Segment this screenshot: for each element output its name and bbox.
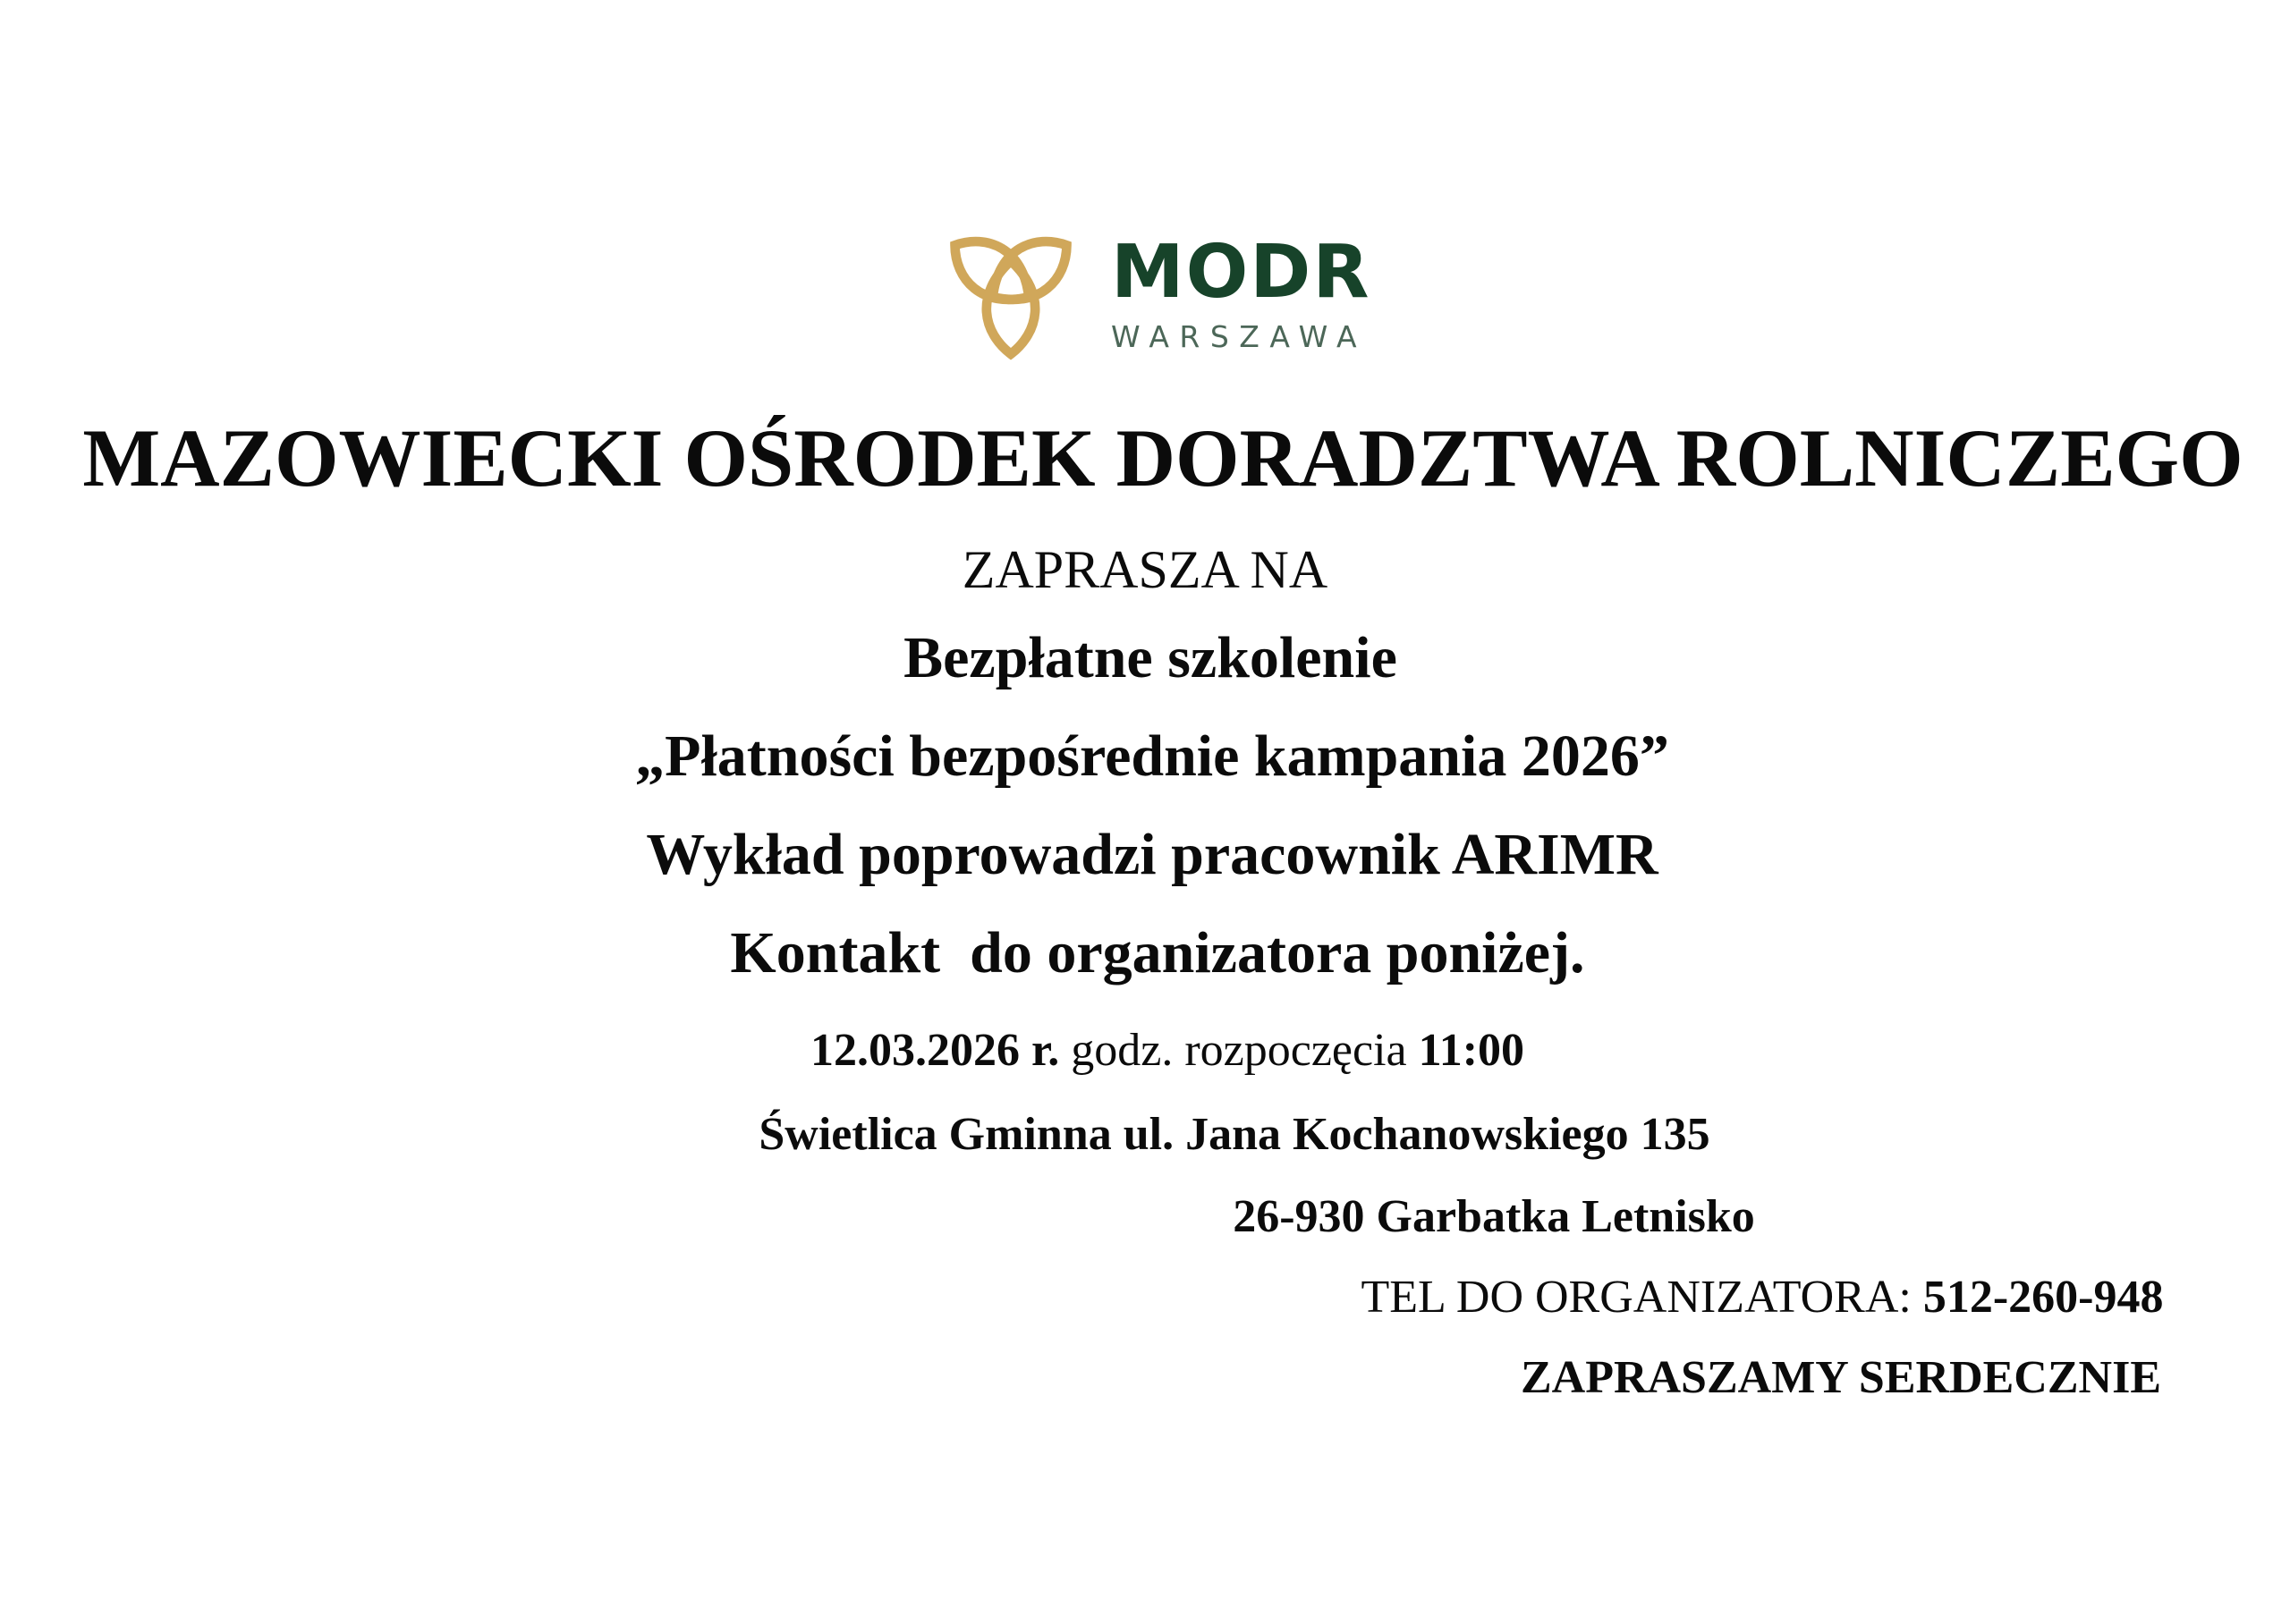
logo-text bbox=[1111, 206, 1371, 354]
closing-line: ZAPRASZAMY SERDECZNIE bbox=[1520, 1352, 2162, 1403]
logo-wordmark: MODR bbox=[1111, 230, 1371, 315]
lecturer-info: Wykład poprowadzi pracownik ARIMR bbox=[646, 822, 1658, 887]
phone-number: 512-260-948 bbox=[1922, 1272, 2164, 1323]
phone-label: TEL DO ORGANIZATORA: bbox=[1361, 1272, 1923, 1323]
event-name: Bezpłatne szkolenie bbox=[903, 625, 1397, 690]
modr-logo bbox=[937, 206, 1371, 367]
organizer-phone-line bbox=[617, 1272, 2290, 1323]
event-date: 12.03.2026 r. bbox=[810, 1025, 1060, 1076]
venue-city: 26-930 Garbatka Letnisko bbox=[1233, 1191, 1755, 1242]
trefoil-icon bbox=[937, 206, 1084, 367]
date-time-line bbox=[22, 1025, 2290, 1076]
contact-note: Kontakt do organizatora poniżej. bbox=[730, 920, 1585, 985]
invitation-lead: ZAPRASZA NA bbox=[962, 540, 1328, 599]
venue-address: Świetlica Gminna ul. Jana Kochanowskiego 135 bbox=[759, 1109, 1710, 1160]
date-time-connector: godz. rozpoczęcia bbox=[1059, 1025, 1419, 1076]
event-topic: „Płatności bezpośrednie kampania 2026” bbox=[635, 723, 1669, 789]
start-time: 11:00 bbox=[1418, 1025, 1525, 1076]
logo-subtitle: WARSZAWA bbox=[1111, 319, 1368, 354]
organization-title: MAZOWIECKI OŚRODEK DORADZTWA ROLNICZEGO bbox=[82, 412, 2243, 503]
